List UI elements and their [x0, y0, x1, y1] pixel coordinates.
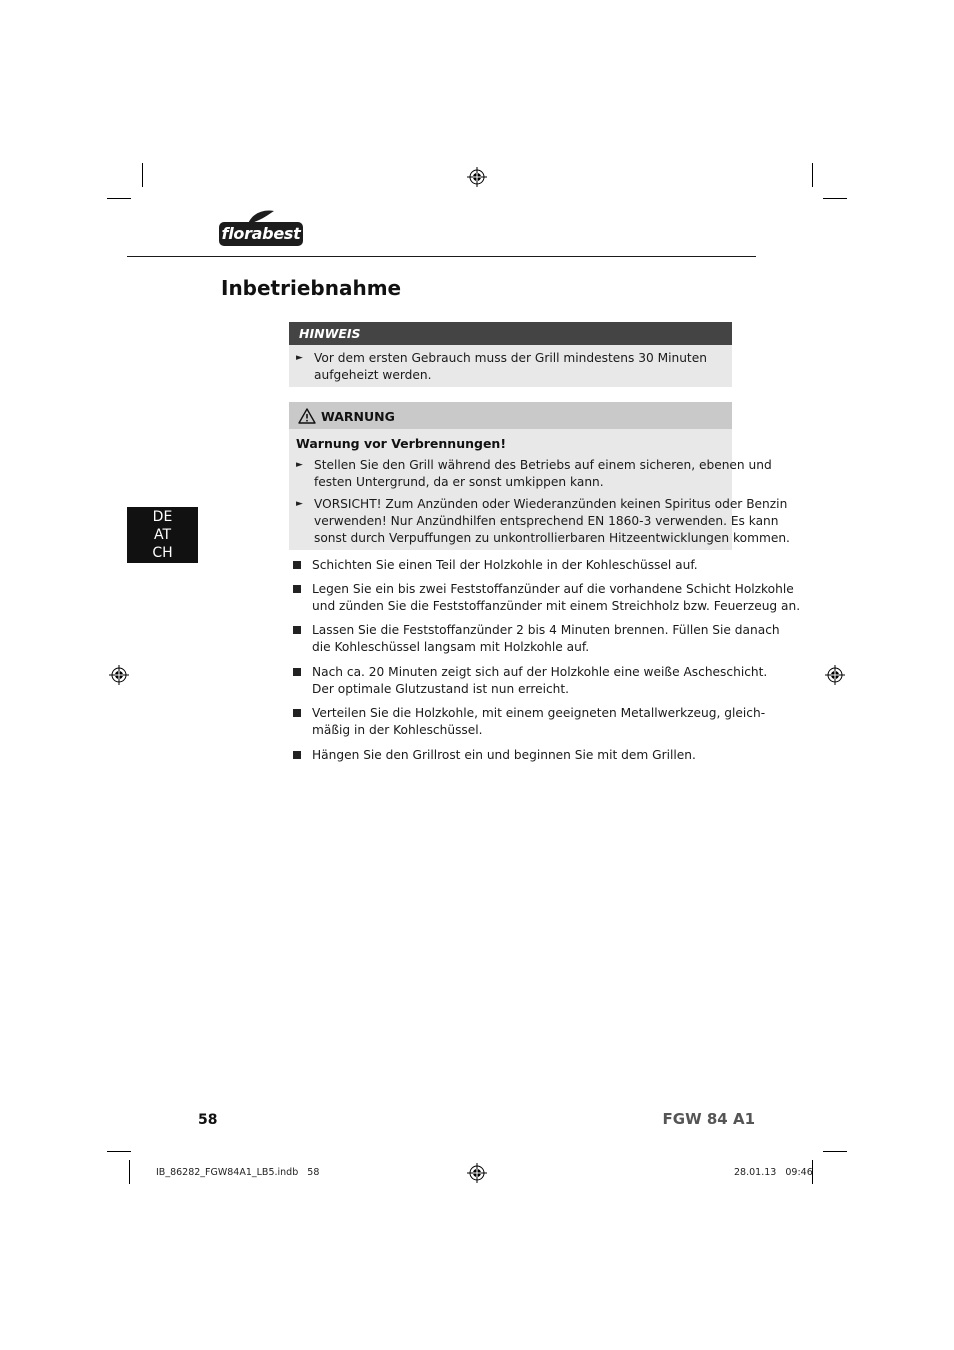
step-item — [312, 664, 767, 698]
page-number: 58 — [198, 1112, 218, 1128]
square-bullet-icon — [293, 668, 301, 676]
text-line: Verteilen Sie die Holzkohle, mit einem geeigneten Metallwerkzeug, gleich- — [312, 706, 766, 720]
square-bullet-icon — [293, 561, 301, 569]
text-line: VORSICHT! Zum Anzünden oder Wiederanzünden keinen Spiritus oder Benzin — [314, 497, 788, 511]
crop-mark — [107, 198, 131, 199]
crop-mark — [107, 1151, 131, 1152]
note-heading: HINWEIS — [289, 322, 732, 345]
note-text — [314, 350, 707, 384]
crop-mark — [129, 1160, 130, 1184]
text-line: Vor dem ersten Gebrauch muss der Grill mindestens 30 Minuten — [314, 351, 707, 365]
step-item — [312, 581, 800, 615]
text-line: Schichten Sie einen Teil der Holzkohle in der Kohleschüssel auf. — [312, 558, 698, 572]
text-line: festen Untergrund, da er sonst umkippen kann. — [314, 475, 604, 489]
text-line: sonst durch Verpuffungen zu unkontrollierbaren Hitzeentwicklungen kommen. — [314, 531, 790, 545]
text-line: Hängen Sie den Grillrost ein und beginnen Sie mit dem Grillen. — [312, 748, 696, 762]
crop-mark — [823, 1151, 847, 1152]
warning-heading-bar — [289, 402, 732, 429]
text-line: aufgeheizt werden. — [314, 368, 432, 382]
registration-mark-icon — [825, 665, 845, 685]
text-line: Legen Sie ein bis zwei Feststoffanzünder auf die vorhandene Schicht Holzkohle — [312, 582, 794, 596]
language-code: CH — [152, 545, 173, 561]
step-item — [312, 705, 765, 739]
step-item — [312, 622, 780, 656]
text-line: Lassen Sie die Feststoffanzünder 2 bis 4 Minuten brennen. Füllen Sie danach — [312, 623, 780, 637]
language-code: DE — [152, 509, 173, 525]
warning-heading: WARNUNG — [321, 409, 395, 424]
page-title: Inbetriebnahme — [221, 276, 402, 300]
crop-mark — [142, 163, 143, 187]
text-line: mäßig in der Kohleschüssel. — [312, 723, 483, 737]
square-bullet-icon — [293, 751, 301, 759]
brand-logo: florabest — [219, 222, 303, 246]
crop-mark — [823, 198, 847, 199]
arrow-bullet-icon: ► — [296, 353, 303, 363]
crop-mark — [812, 163, 813, 187]
text-line: Nach ca. 20 Minuten zeigt sich auf der Holzkohle eine weiße Ascheschicht. — [312, 665, 768, 679]
header-rule — [127, 256, 756, 257]
arrow-bullet-icon: ► — [296, 460, 303, 470]
step-item — [312, 747, 696, 764]
date-slug: 28.01.13 09:46 — [734, 1167, 813, 1178]
warning-triangle-icon — [298, 408, 316, 424]
registration-mark-icon — [467, 1163, 487, 1183]
registration-mark-icon — [467, 167, 487, 187]
square-bullet-icon — [293, 626, 301, 634]
arrow-bullet-icon: ► — [296, 499, 303, 509]
step-item — [312, 557, 698, 574]
warning-item — [314, 496, 790, 547]
warning-subheading: Warnung vor Verbrennungen! — [296, 436, 507, 451]
warning-item — [314, 457, 772, 491]
text-line: die Kohleschüssel langsam mit Holzkohle auf. — [312, 640, 590, 654]
language-tab — [127, 507, 198, 563]
text-line: und zünden Sie die Feststoffanzünder mit einem Streichholz bzw. Feuerzeug an. — [312, 599, 801, 613]
square-bullet-icon — [293, 709, 301, 717]
text-line: verwenden! Nur Anzündhilfen entsprechend EN 1860-3 verwenden. Es kann — [314, 514, 779, 528]
registration-mark-icon — [109, 665, 129, 685]
text-line: Der optimale Glutzustand ist nun erreicht. — [312, 682, 570, 696]
language-code: AT — [153, 527, 172, 543]
file-slug: IB_86282_FGW84A1_LB5.indb 58 — [156, 1167, 320, 1178]
text-line: Stellen Sie den Grill während des Betriebs auf einem sicheren, ebenen und — [314, 458, 772, 472]
square-bullet-icon — [293, 585, 301, 593]
model-number: FGW 84 A1 — [662, 1110, 755, 1128]
